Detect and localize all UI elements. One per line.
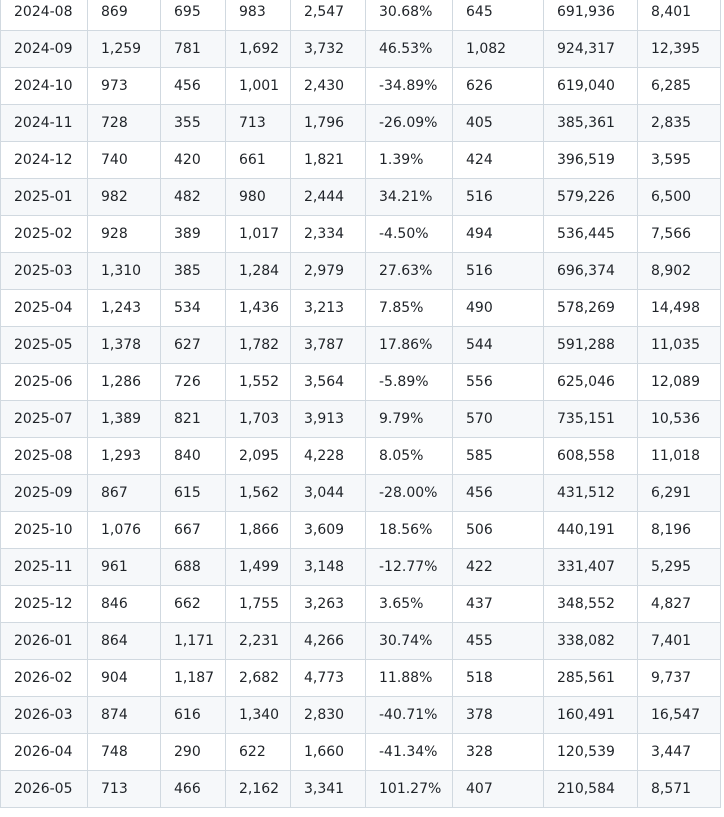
month-cell: 2024-11 [1,105,88,142]
table-cell: 585 [453,438,544,475]
month-cell: 2026-03 [1,697,88,734]
table-cell: 579,226 [544,179,638,216]
table-cell: 3,213 [291,290,366,327]
table-cell: 2,682 [226,660,291,697]
table-cell: 626 [453,68,544,105]
table-cell: 1,499 [226,549,291,586]
table-cell: 516 [453,179,544,216]
table-cell: 556 [453,364,544,401]
table-cell: 728 [88,105,161,142]
table-cell: 11,018 [638,438,721,475]
table-row [1,401,721,438]
month-cell: 2024-12 [1,142,88,179]
month-cell: 2025-08 [1,438,88,475]
table-cell: 1,821 [291,142,366,179]
table-cell: 7,401 [638,623,721,660]
table-row [1,623,721,660]
table-cell: 120,539 [544,734,638,771]
table-cell: 1,660 [291,734,366,771]
table-cell: 748 [88,734,161,771]
table-cell: 570 [453,401,544,438]
table-cell: -34.89% [366,68,453,105]
table-cell: 695 [161,0,226,31]
table-cell: 290 [161,734,226,771]
table-cell: -26.09% [366,105,453,142]
table-cell: 338,082 [544,623,638,660]
table-cell: 928 [88,216,161,253]
table-cell: 420 [161,142,226,179]
table-cell: 16,547 [638,697,721,734]
table-cell: 385 [161,253,226,290]
table-row [1,771,721,808]
table-cell: 6,291 [638,475,721,512]
table-cell: 867 [88,475,161,512]
table-cell: 385,361 [544,105,638,142]
table-cell: 983 [226,0,291,31]
table-cell: 4,228 [291,438,366,475]
table-cell: 662 [161,586,226,623]
table-cell: 924,317 [544,31,638,68]
table-cell: 544 [453,327,544,364]
table-cell: 396,519 [544,142,638,179]
month-cell: 2025-04 [1,290,88,327]
month-cell: 2024-09 [1,31,88,68]
table-cell: 726 [161,364,226,401]
table-cell: 1,001 [226,68,291,105]
table-cell: 713 [226,105,291,142]
table-cell: -41.34% [366,734,453,771]
table-cell: 10,536 [638,401,721,438]
table-cell: 378 [453,697,544,734]
table-cell: 482 [161,179,226,216]
table-row [1,142,721,179]
table-cell: 8.05% [366,438,453,475]
table-cell: 982 [88,179,161,216]
table-cell: 608,558 [544,438,638,475]
table-cell: 688 [161,549,226,586]
table-cell: 490 [453,290,544,327]
table-cell: 536,445 [544,216,638,253]
table-row [1,179,721,216]
month-cell: 2025-11 [1,549,88,586]
table-cell: -4.50% [366,216,453,253]
month-cell: 2025-07 [1,401,88,438]
table-cell: 3,732 [291,31,366,68]
table-cell: 8,401 [638,0,721,31]
table-cell: 691,936 [544,0,638,31]
table-cell: 1,703 [226,401,291,438]
table-cell: 3,341 [291,771,366,808]
table-cell: 1,436 [226,290,291,327]
table-cell: -28.00% [366,475,453,512]
table-cell: 348,552 [544,586,638,623]
table-row [1,364,721,401]
table-cell: 101.27% [366,771,453,808]
table-cell: 622 [226,734,291,771]
table-cell: 1,082 [453,31,544,68]
table-cell: 12,089 [638,364,721,401]
table-cell: 14,498 [638,290,721,327]
table-cell: 1,293 [88,438,161,475]
table-cell: 2,979 [291,253,366,290]
table-cell: 534 [161,290,226,327]
table-cell: 661 [226,142,291,179]
table-cell: 2,334 [291,216,366,253]
table-cell: 2,231 [226,623,291,660]
table-cell: 8,196 [638,512,721,549]
table-cell: 328 [453,734,544,771]
month-cell: 2025-06 [1,364,88,401]
month-cell: 2025-10 [1,512,88,549]
table-cell: 210,584 [544,771,638,808]
month-cell: 2025-03 [1,253,88,290]
table-cell: 516 [453,253,544,290]
table-cell: 3,609 [291,512,366,549]
table-cell: 285,561 [544,660,638,697]
table-cell: 1,171 [161,623,226,660]
table-cell: -5.89% [366,364,453,401]
table-cell: 667 [161,512,226,549]
table-row [1,216,721,253]
table-cell: 3,044 [291,475,366,512]
table-cell: 3.65% [366,586,453,623]
table-cell: 11,035 [638,327,721,364]
table-cell: -12.77% [366,549,453,586]
month-cell: 2026-04 [1,734,88,771]
table-cell: 1,243 [88,290,161,327]
table-row [1,512,721,549]
table-cell: 8,902 [638,253,721,290]
table-cell: 27.63% [366,253,453,290]
table-cell: 9.79% [366,401,453,438]
table-cell: 18.56% [366,512,453,549]
table-cell: 1,076 [88,512,161,549]
month-cell: 2026-05 [1,771,88,808]
table-cell: 355 [161,105,226,142]
table-cell: 9,737 [638,660,721,697]
table-cell: 846 [88,586,161,623]
table-cell: 506 [453,512,544,549]
table-cell: 1,340 [226,697,291,734]
table-cell: 781 [161,31,226,68]
table-row [1,105,721,142]
month-cell: 2025-05 [1,327,88,364]
table-cell: 424 [453,142,544,179]
table-cell: 12,395 [638,31,721,68]
table-cell: 740 [88,142,161,179]
table-cell: 7.85% [366,290,453,327]
table-row [1,31,721,68]
month-cell: 2024-08 [1,0,88,31]
table-cell: 3,148 [291,549,366,586]
table-cell: 437 [453,586,544,623]
table-cell: 466 [161,771,226,808]
table-cell: 494 [453,216,544,253]
table-cell: 431,512 [544,475,638,512]
table-cell: 455 [453,623,544,660]
table-cell: 7,566 [638,216,721,253]
table-row [1,475,721,512]
table-cell: 1,017 [226,216,291,253]
table-row [1,697,721,734]
table-row [1,68,721,105]
table-cell: 2,835 [638,105,721,142]
table-cell: 2,547 [291,0,366,31]
table-cell: 407 [453,771,544,808]
table-body [1,0,721,808]
table-cell: 46.53% [366,31,453,68]
table-cell: 1,552 [226,364,291,401]
table-row [1,0,721,31]
table-cell: 456 [161,68,226,105]
table-cell: 1,782 [226,327,291,364]
table-cell: 869 [88,0,161,31]
table-cell: 1,866 [226,512,291,549]
table-cell: 1,562 [226,475,291,512]
table-cell: 6,285 [638,68,721,105]
table-cell: 615 [161,475,226,512]
table-row [1,734,721,771]
table-cell: 2,444 [291,179,366,216]
table-cell: 2,430 [291,68,366,105]
month-cell: 2026-02 [1,660,88,697]
table-cell: 3,595 [638,142,721,179]
table-cell: 6,500 [638,179,721,216]
table-cell: 30.74% [366,623,453,660]
table-cell: 4,773 [291,660,366,697]
table-cell: 1,389 [88,401,161,438]
table-cell: 874 [88,697,161,734]
table-cell: 1,284 [226,253,291,290]
table-cell: 1,310 [88,253,161,290]
table-cell: 1.39% [366,142,453,179]
table-cell: -40.71% [366,697,453,734]
table-cell: 619,040 [544,68,638,105]
month-cell: 2025-02 [1,216,88,253]
table-cell: 5,295 [638,549,721,586]
table-cell: 616 [161,697,226,734]
table-cell: 645 [453,0,544,31]
table-row [1,438,721,475]
table-cell: 591,288 [544,327,638,364]
table-cell: 3,447 [638,734,721,771]
table-cell: 1,378 [88,327,161,364]
table-cell: 961 [88,549,161,586]
table-cell: 34.21% [366,179,453,216]
table-cell: 980 [226,179,291,216]
table-cell: 1,187 [161,660,226,697]
table-cell: 389 [161,216,226,253]
table-cell: 331,407 [544,549,638,586]
month-cell: 2025-12 [1,586,88,623]
table-cell: 8,571 [638,771,721,808]
table-cell: 440,191 [544,512,638,549]
table-row [1,586,721,623]
table-cell: 3,564 [291,364,366,401]
table-cell: 840 [161,438,226,475]
table-cell: 4,266 [291,623,366,660]
table-cell: 1,755 [226,586,291,623]
month-cell: 2024-10 [1,68,88,105]
month-cell: 2025-09 [1,475,88,512]
table-cell: 4,827 [638,586,721,623]
table-cell: 904 [88,660,161,697]
table-cell: 864 [88,623,161,660]
table-cell: 3,913 [291,401,366,438]
table-cell: 405 [453,105,544,142]
table-cell: 30.68% [366,0,453,31]
table-cell: 1,286 [88,364,161,401]
table-row [1,290,721,327]
table-cell: 821 [161,401,226,438]
table-cell: 2,830 [291,697,366,734]
table-row [1,549,721,586]
table-cell: 625,046 [544,364,638,401]
table-row [1,327,721,364]
month-cell: 2025-01 [1,179,88,216]
table-cell: 1,796 [291,105,366,142]
table-cell: 2,095 [226,438,291,475]
table-cell: 1,692 [226,31,291,68]
table-cell: 160,491 [544,697,638,734]
table-cell: 456 [453,475,544,512]
month-cell: 2026-01 [1,623,88,660]
table-row [1,253,721,290]
table-cell: 578,269 [544,290,638,327]
table-cell: 11.88% [366,660,453,697]
table-cell: 1,259 [88,31,161,68]
table-cell: 518 [453,660,544,697]
table-cell: 713 [88,771,161,808]
table-cell: 696,374 [544,253,638,290]
table-cell: 2,162 [226,771,291,808]
table-cell: 627 [161,327,226,364]
table-cell: 422 [453,549,544,586]
table-cell: 735,151 [544,401,638,438]
table-cell: 17.86% [366,327,453,364]
table-cell: 3,263 [291,586,366,623]
table-cell: 973 [88,68,161,105]
table-cell: 3,787 [291,327,366,364]
table-row [1,660,721,697]
